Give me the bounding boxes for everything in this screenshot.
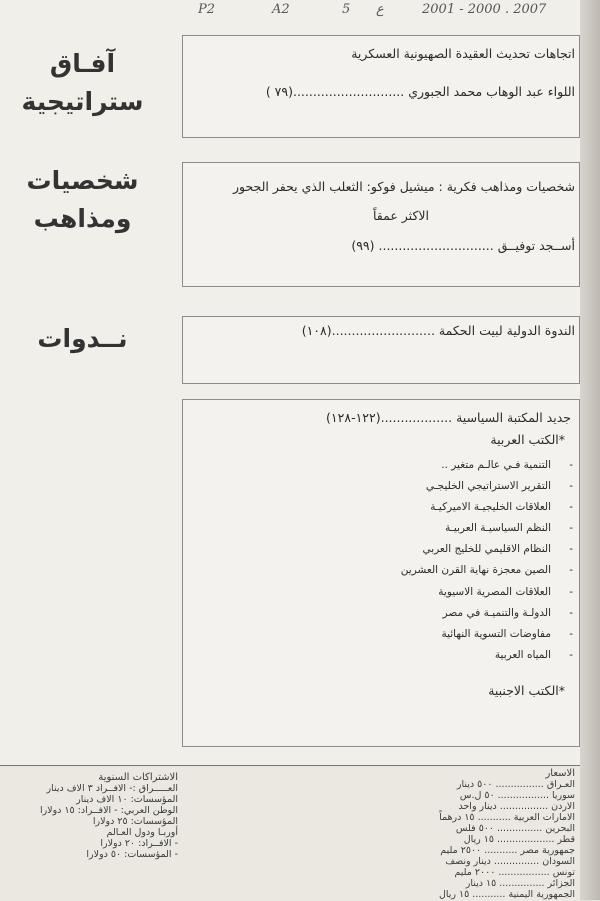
subscriptions-heading: الاشتراكات السنوية xyxy=(98,772,178,783)
list-item: - النظام الاقليمي للخليج العربي xyxy=(331,539,551,560)
subscriptions-block xyxy=(8,772,178,860)
prices-block xyxy=(392,768,575,900)
price-line: البحرين ............... ٥٠٠ فلس xyxy=(455,823,575,834)
library-heading: جديد المكتبة السياسية ..................(١٢٢-١٢٨) xyxy=(326,410,571,425)
page-spine-shadow xyxy=(580,0,600,900)
subscription-line: الوطن العربي: - الافــراد: ١٥ دولارا xyxy=(39,805,178,816)
section-label-seminars: نــدوات xyxy=(37,324,128,353)
handwritten-note: A2 xyxy=(272,2,290,17)
entry-title-continued: الاكثر عمقاً xyxy=(372,208,429,223)
entry-title: اتجاهات تحديث العقيدة الصهيونية العسكرية xyxy=(351,46,575,61)
subscription-line: - الافــراد: ٢٠ دولارا xyxy=(100,838,178,849)
list-item: - العلاقات المصرية الاسيوية xyxy=(331,582,551,603)
entry-author: أســجد توفيــق ............................. (٩٩) xyxy=(351,238,575,253)
list-item: - الصين معجزة نهاية القرن العشرين xyxy=(331,560,551,581)
foreign-books-heading: *الكتب الاجنبية xyxy=(488,683,565,698)
entry-title: الندوة الدولية لبيت الحكمة ..........................(١٠٨) xyxy=(301,323,575,338)
prices-heading: الاسعار xyxy=(545,768,575,779)
subscription-line: المؤسسات: ١٠ الاف دينار xyxy=(76,794,178,805)
footer-info xyxy=(0,765,580,901)
arabic-books-heading: *الكتب العربية xyxy=(490,432,565,447)
price-line: جمهورية مصر ........... ٢٥٠٠ مليم xyxy=(440,845,575,856)
arabic-books-list xyxy=(331,455,551,666)
price-line: قطر ................... ١٥ ريال xyxy=(463,834,575,845)
handwritten-note: 2001 - 2000 . 2007 xyxy=(422,2,547,17)
price-line: الامارات العربية ........... ١٥ درهماً xyxy=(439,812,575,823)
list-item: - العلاقات الخليجيـة الاميركيـة xyxy=(331,497,551,518)
handwritten-note: 5 xyxy=(342,2,351,17)
price-line: السودان ............... دينار ونصف xyxy=(445,856,575,867)
subscription-line: أوربـا ودول العـالم xyxy=(106,827,178,838)
entry-box-foucault xyxy=(182,162,580,287)
handwritten-note: P2 xyxy=(198,2,216,17)
entry-title: شخصيات ومذاهب فكرية : ميشيل فوكو: الثعلب الذي يحفر الجحور xyxy=(232,179,575,194)
entry-box-zionist-doctrine xyxy=(182,35,580,138)
price-line: الاردن ................ دينار واحد xyxy=(458,801,575,812)
handwritten-notes xyxy=(190,2,580,24)
entry-author: اللواء عبد الوهاب محمد الجبوري ............................(٧٩ ) xyxy=(265,84,575,99)
subscription-line: - المؤسسات: ٥٠ دولارا xyxy=(86,849,178,860)
section-label-strategic-horizons: آفـاق ستراتيجية xyxy=(21,49,144,116)
list-item: - التنمية فـي عالـم متغير .. xyxy=(331,455,551,476)
subscription-line: المؤسسات: ٢٥ دولارا xyxy=(92,816,178,827)
price-line: العـراق ................ ٥٠٠ دينار xyxy=(456,779,575,790)
entry-box-library xyxy=(182,399,580,747)
handwritten-note: ع xyxy=(376,2,384,17)
list-item: - الدولـة والتنميـة في مصر xyxy=(331,603,551,624)
price-line: الجمهورية اليمنية ........... ١٥ ريال xyxy=(438,889,575,900)
list-item: - التقرير الاستراتيجي الخليجـي xyxy=(331,476,551,497)
price-line: سوريا ................. ٥٠ ل.س xyxy=(459,790,575,801)
section-label-personalities: شخصيات ومذاهب xyxy=(26,166,139,233)
list-item: - النظم السياسيـة العربيـة xyxy=(331,518,551,539)
price-line: تونس ................. ٢٠٠٠ مليم xyxy=(454,867,575,878)
list-item: - مفاوضات التسوية النهائية xyxy=(331,624,551,645)
entry-box-seminar xyxy=(182,316,580,384)
list-item: - المياه العربية xyxy=(331,645,551,666)
price-line: الجزائر ............... ١٥ دينار xyxy=(465,878,575,889)
subscription-line: العـــــراق :- الافــراد ٣ الاف دينار xyxy=(46,783,178,794)
